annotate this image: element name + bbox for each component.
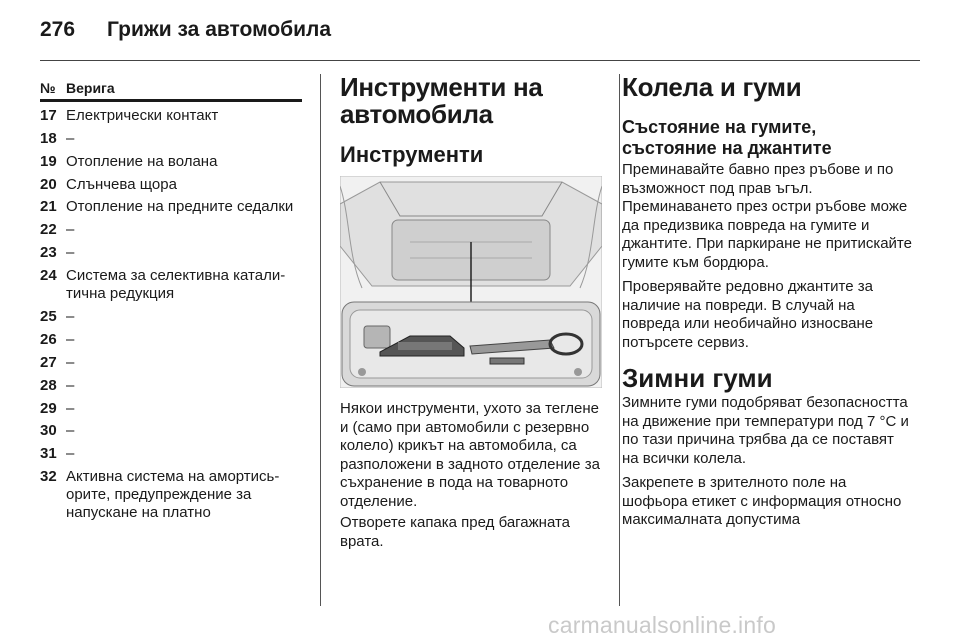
fuse-circuit: Отопление на предните седалки — [66, 198, 294, 216]
fuse-circuit: – — [66, 244, 75, 262]
fuse-number: 25 — [40, 308, 57, 326]
tools-paragraph-2: Отворете капака пред багажната врата. — [340, 514, 571, 550]
tyres-paragraph-2: Проверявайте редовно джантите за наличие на повреди. В случай на повреда или необичайно износване потърсете сервиз. — [622, 278, 874, 351]
fuse-circuit: Слънчева щора — [66, 175, 177, 193]
fuse-number: 19 — [40, 152, 57, 170]
fuse-number: 30 — [40, 422, 57, 440]
fuse-row — [40, 267, 302, 303]
fuse-number: 17 — [40, 106, 57, 124]
fuse-row — [40, 244, 302, 262]
tools-section — [340, 72, 604, 550]
page-number: 276 — [40, 18, 76, 41]
fuse-circuit: – — [66, 422, 75, 440]
fuse-row — [40, 445, 302, 463]
fuse-row — [40, 130, 302, 148]
fuse-number: 27 — [40, 353, 57, 371]
fuse-number: 21 — [40, 198, 57, 216]
fuse-number: 26 — [40, 330, 57, 348]
fuse-row — [40, 221, 302, 239]
fuse-row — [40, 176, 302, 194]
tyres-paragraph-1: Преминавайте бавно през ръбове и по възможност под прав ъгъл. Преминаването през остри ръбове може да предизвика повреда на гумите и джантите. При паркиране не притискайте гумите към бордюра. — [622, 161, 912, 271]
fuse-row — [40, 468, 302, 522]
page-title: Грижи за автомобила — [107, 18, 332, 41]
tyre-condition-subheading: Състояние на гумите, състояние на джантите — [622, 117, 832, 158]
fuse-circuit: Система за селективна катали-тична редукция — [66, 267, 286, 303]
winter-tyres-heading: Зимни гуми — [622, 363, 773, 393]
fuse-row — [40, 198, 302, 216]
fuse-row — [40, 377, 302, 395]
watermark: carmanualsonline.info — [548, 612, 776, 638]
fuse-row — [40, 422, 302, 440]
column-divider-1 — [320, 74, 321, 606]
fuse-row — [40, 400, 302, 418]
fuse-circuit: – — [66, 330, 75, 348]
header-rule — [40, 60, 920, 61]
page-header — [40, 18, 331, 42]
tyres-heading: Колела и гуми — [622, 72, 802, 102]
tyres-paragraph-4: Закрепете в зрителното поле на шофьора етикет с информация относно максималната допустима — [622, 474, 902, 528]
fuse-circuit: Електрически контакт — [66, 106, 219, 124]
fuse-number: 18 — [40, 129, 57, 147]
fuse-number: 22 — [40, 221, 57, 239]
fuse-row — [40, 107, 302, 125]
tool-kit-illustration — [340, 176, 602, 388]
fuse-number: 20 — [40, 175, 57, 193]
fuse-circuit: – — [66, 353, 75, 371]
fuse-table-header — [40, 80, 302, 102]
fuse-number: 31 — [40, 445, 57, 463]
fuse-number: 23 — [40, 244, 57, 262]
fuse-circuit: – — [66, 445, 75, 463]
fuse-row — [40, 354, 302, 372]
tyres-paragraph-3: Зимните гуми подобряват безопасността на движение при температури под 7 °C и по тази причина трябва да се поставят на всички колела. — [622, 394, 909, 467]
fuse-circuit: – — [66, 399, 75, 417]
fuse-circuit: Активна система на амортись-орите, предупреждение за напускане на платно — [66, 468, 280, 522]
fuse-row — [40, 331, 302, 349]
tools-paragraph-1: Някои инструменти, ухото за теглене и (само при автомобили с резервно колело) крикът на автомобила, са разположени в задното отделение за съхранение в пода на товарното отделение. — [340, 400, 600, 510]
column-divider-2 — [619, 74, 620, 606]
col-circuit-header: Верига — [66, 80, 115, 96]
fuse-number: 24 — [40, 267, 57, 285]
fuse-row — [40, 308, 302, 326]
fuse-circuit: Отопление на волана — [66, 152, 218, 170]
fuse-number: 28 — [40, 376, 57, 394]
tools-heading: Инструменти на автомобила — [340, 72, 543, 129]
fuse-circuit: – — [66, 308, 75, 326]
fuse-number: 29 — [40, 399, 57, 417]
col-no-header: № — [40, 80, 56, 96]
fuse-row — [40, 153, 302, 171]
tools-subheading: Инструменти — [340, 142, 484, 167]
fuse-number: 32 — [40, 468, 57, 486]
tyres-section — [622, 74, 914, 530]
fuse-circuit: – — [66, 129, 75, 147]
fuse-circuit: – — [66, 221, 75, 239]
fuse-circuit: – — [66, 376, 75, 394]
fuse-table — [40, 80, 302, 522]
